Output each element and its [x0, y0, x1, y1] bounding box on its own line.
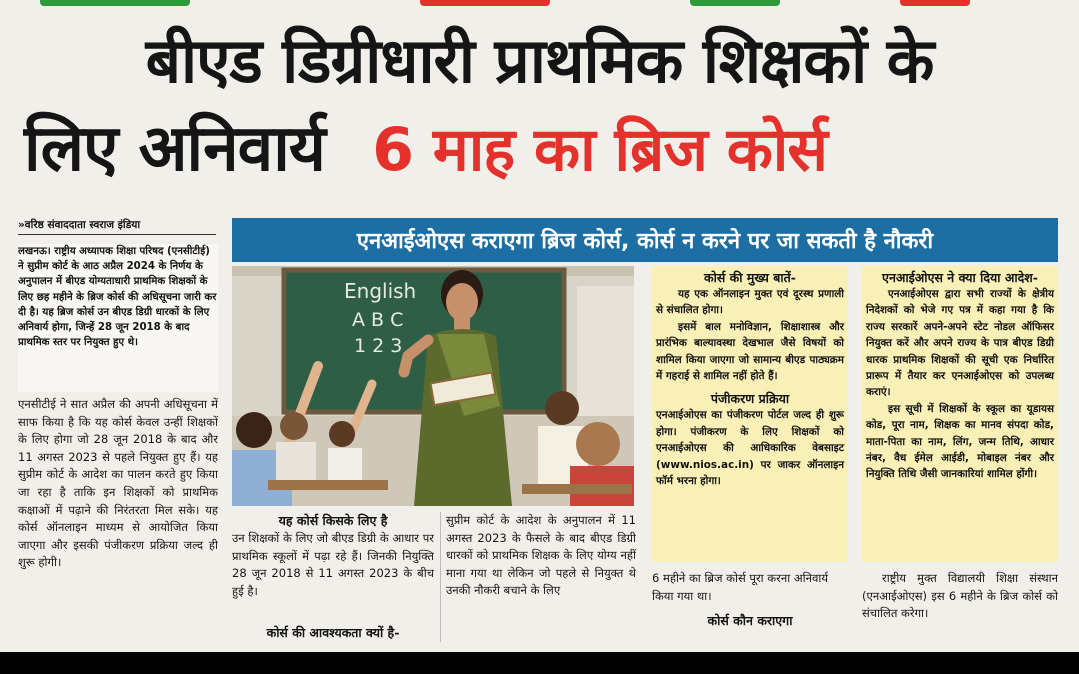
registration-text: एनआईओएस का पंजीकरण पोर्टल जल्द ही शुरू होगा। पंजीकरण के लिए शिक्षकों को एनआईओएस की आधिकारिक वेबसाइट (www.nios.ac.in) पर जाकर ऑनलाइन फॉर्म भरना होगा। — [656, 409, 844, 488]
heading-who-is-it-for: यह कोर्स किसके लिए है — [278, 513, 388, 528]
key-points-item-2: इसमें बाल मनोविज्ञान, शिक्षाशास्त्र और प्रारंभिक बाल्यावस्था देखभाल जैसे विषयों को शामिल किया जाएगा जो सामान्य बीएड पाठ्यक्रम में गहराई से शामिल नहीं होते हैं। — [656, 320, 844, 383]
byline-divider — [18, 234, 216, 235]
key-points-item-1: यह एक ऑनलाइन मुक्त एवं दूरस्थ प्रणाली से संचालित होगा। — [656, 288, 844, 317]
registration-heading: पंजीकरण प्रक्रिया — [710, 391, 790, 407]
nios-runs-course-text: राष्ट्रीय मुक्त विद्यालयी शिक्षा संस्थान (एनआईओएस) इस 6 महीने के ब्रिज कोर्स को संचालित करेगा। — [862, 571, 1058, 621]
byline: »वरिष्ठ संवाददाता स्वराज इंडिया — [18, 219, 141, 231]
board-text-1: English — [344, 279, 417, 303]
heading-who-runs-course: कोर्स कौन कराएगा — [707, 613, 793, 628]
nios-order-box — [862, 266, 1058, 562]
headline-line-2-red: 6 माह का ब्रिज कोर्स — [372, 115, 827, 185]
nios-order-heading: एनआईओएस ने क्या दिया आदेश- — [882, 270, 1038, 285]
headline-line-2 — [24, 104, 1079, 195]
board-text-2: A B C — [352, 309, 404, 331]
board-text-3: 1 2 3 — [354, 335, 403, 357]
column-1-text: एनसीटीई ने सात अप्रैल की अपनी अधिसूचना में साफ किया है कि यह कोर्स केवल उन्हीं शिक्षकों के लिए होगा जो 28 जून 2018 के बाद और 11 अगस्त 2023 से पहले नियुक्त हुए हैं। यह सुप्रीम कोर्ट के आदेश का पालन करते हुए किया जा रहा है ताकि इन शिक्षकों को प्राथमिक कक्षाओं में पढ़ाने की निरंतरता मिल सके। यह कोर्स ऑनलाइन माध्यम से आयोजित किया जाएगा और इसकी पंजीकरण प्रक्रिया जल्द ही शुरू होगी। — [18, 397, 218, 570]
bridge-course-mandatory-text: 6 महीने का ब्रिज कोर्स पूरा करना अनिवार्य किया गया था। — [652, 571, 829, 603]
headline-line-1: बीएड डिग्रीधारी प्राथमिक शिक्षकों के — [145, 24, 934, 97]
heading-why-needed: कोर्स की आवश्यकता क्यों है- — [266, 625, 400, 640]
sub-headline-banner: एनआईओएस कराएगा ब्रिज कोर्स, कोर्स न करने पर जा सकती है नौकरी — [232, 218, 1058, 262]
supreme-court-text: सुप्रीम कोर्ट के आदेश के अनुपालन में 11 अगस्त 2023 के फैसले के बाद बीएड डिग्री धारकों को प्राथमिक शिक्षक के लिए योग्य नहीं माना गया था लेकिन जो पहले से नियुक्त थे उनकी नौकरी बचाने के लिए — [446, 513, 636, 598]
key-points-box — [652, 266, 848, 562]
bottom-black-bar — [0, 652, 1079, 674]
who-is-it-for-text: उन शिक्षकों के लिए जो बीएड डिग्री के आधार पर प्राथमिक स्कूलों में पढ़ा रहे हैं। जिनकी नियुक्ति 28 जून 2018 से 11 अगस्त 2023 के बीच हुई है। — [232, 531, 434, 598]
top-color-strip — [0, 0, 1079, 8]
intro-paragraph: लखनऊ। राष्ट्रीय अध्यापक शिक्षा परिषद (एनसीटीई) ने सुप्रीम कोर्ट के आठ अप्रैल 2024 के निर्णय के अनुपालन में बीएड योग्यताधारी प्राथमिक शिक्षकों के लिए छह महीने के ब्रिज कोर्स की अधिसूचना जारी कर दी है। यह ब्रिज कोर्स उन बीएड डिग्री धारकों के लिए अनिवार्य होगा, जिन्हें 28 जून 2018 के बाद प्राथमिक स्तर पर नियुक्त हुए थे। — [18, 244, 218, 392]
key-points-heading: कोर्स की मुख्य बातें- — [704, 270, 796, 285]
classroom-illustration — [232, 266, 634, 506]
nios-order-text-1: एनआईओएस द्वारा सभी राज्यों के क्षेत्रीय निदेशकों को भेजे गए पत्र में कहा गया है कि राज्य सरकारें अपने-अपने स्टेट नोडल ऑफिसर नियुक्त करें और अपने राज्य के पात्र बीएड डिग्री धारक प्राथमिक शिक्षकों की सूची एक निर्धारित प्रारूप में तैयार कर एनआईओएस को उपलब्ध कराएं। — [866, 288, 1054, 399]
nios-order-text-2: इस सूची में शिक्षकों के स्कूल का यूडायस कोड, पूरा नाम, शिक्षक का मानव संपदा कोड, माता-पिता का नाम, लिंग, जन्म तिथि, आधार नंबर, वैध ईमेल आईडी, मोबाइल नंबर और नियुक्ति तिथि जैसी जानकारियां शामिल होंगी। — [866, 402, 1054, 481]
classroom-photo — [232, 266, 634, 506]
column-divider — [440, 512, 441, 642]
headline-line-2-black: लिए अनिवार्य — [24, 112, 325, 186]
